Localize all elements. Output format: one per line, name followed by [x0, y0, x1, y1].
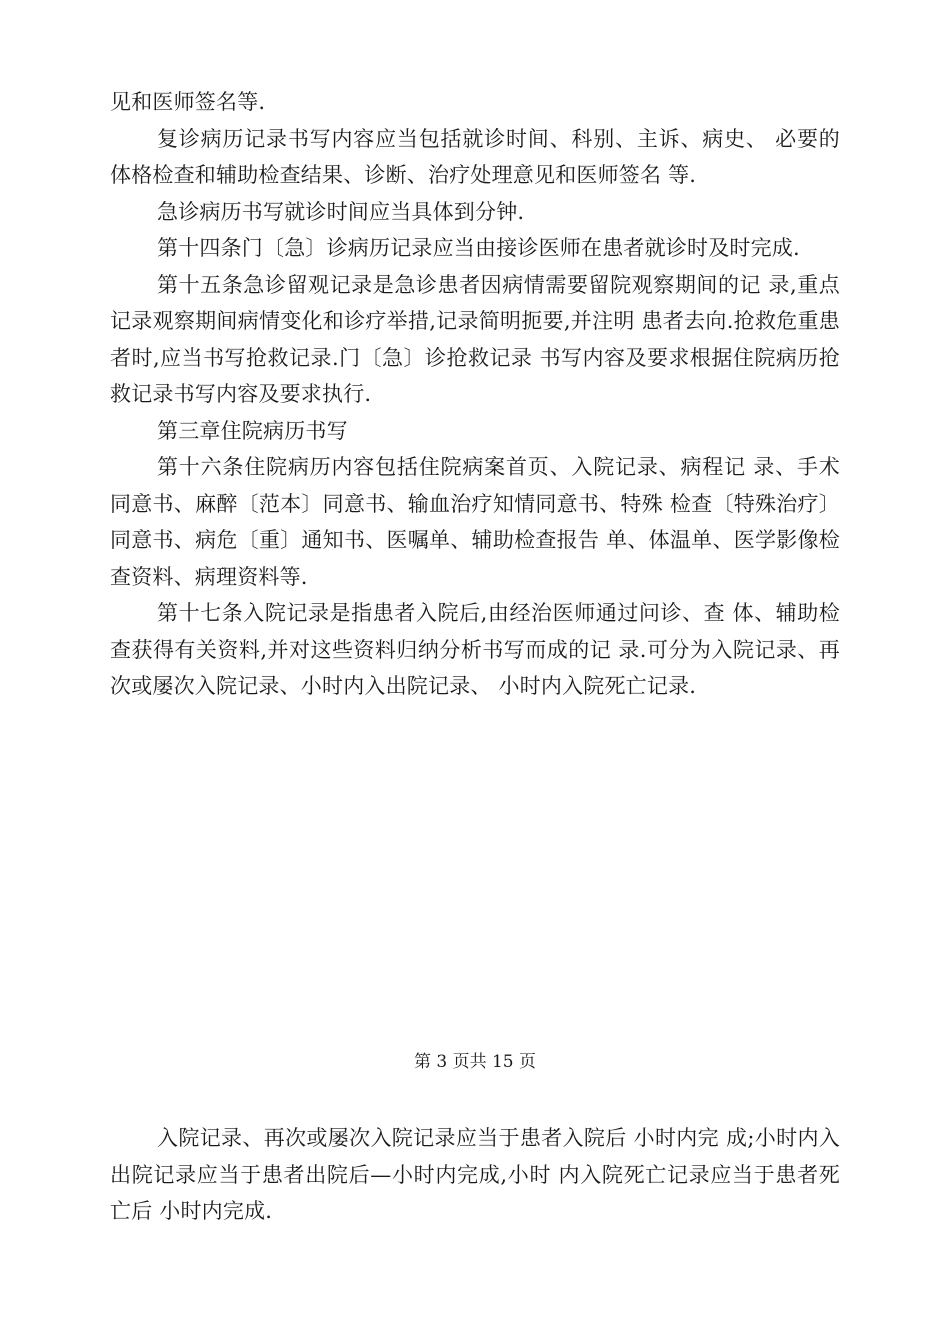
paragraph: 见和医师签名等. [110, 90, 266, 114]
paragraph: 第十四条门〔急〕诊病历记录应当由接诊医师在患者就诊时及时完成. [157, 236, 800, 260]
bottom-text-section [110, 1120, 840, 1230]
paragraph: 复诊病历记录书写内容应当包括就诊时间、科别、主诉、病史、 必要的体格检查和辅助检查结果、诊断、治疗处理意见和医师签名 等. [110, 126, 840, 187]
paragraph: 入院记录、再次或屡次入院记录应当于患者入院后 小时内完 成;小时内入出院记录应当于患者出院后—小时内完成,小时 内入院死亡记录应当于患者死亡后 小时内完成. [110, 1126, 840, 1223]
top-text-section [110, 84, 840, 705]
paragraph: 第十七条入院记录是指患者入院后,由经治医师通过问诊、查 体、辅助检查获得有关资料,并对这些资料归纳分析书写而成的记 录.可分为入院记录、再次或屡次入院记录、小时内入出院记录、 小时内入院死亡记录. [110, 601, 840, 698]
paragraph: 急诊病历书写就诊时间应当具体到分钟. [157, 199, 525, 224]
page-number-footer: 第 3 页共 15 页 [413, 1052, 537, 1072]
paragraph: 第十六条住院病历内容包括住院病案首页、入院记录、病程记 录、手术同意书、麻醉〔范本〕同意书、输血治疗知情同意书、特殊 检查〔特殊治疗〕同意书、病危〔重〕通知书、医嘱单、辅助检查报告 单、体温单、医学影像检查资料、病理资料等. [110, 455, 840, 589]
chapter-heading: 第三章住院病历书写 [157, 418, 348, 443]
paragraph: 第十五条急诊留观记录是急诊患者因病情需要留院观察期间的记 录,重点记录观察期间病情变化和诊疗举措,记录简明扼要,并注明 患者去向.抢救危重患者时,应当书写抢救记录.门〔急〕诊抢救记录 书写内容及要求根据住院病历抢救记录书写内容及要求执行. [110, 272, 840, 406]
